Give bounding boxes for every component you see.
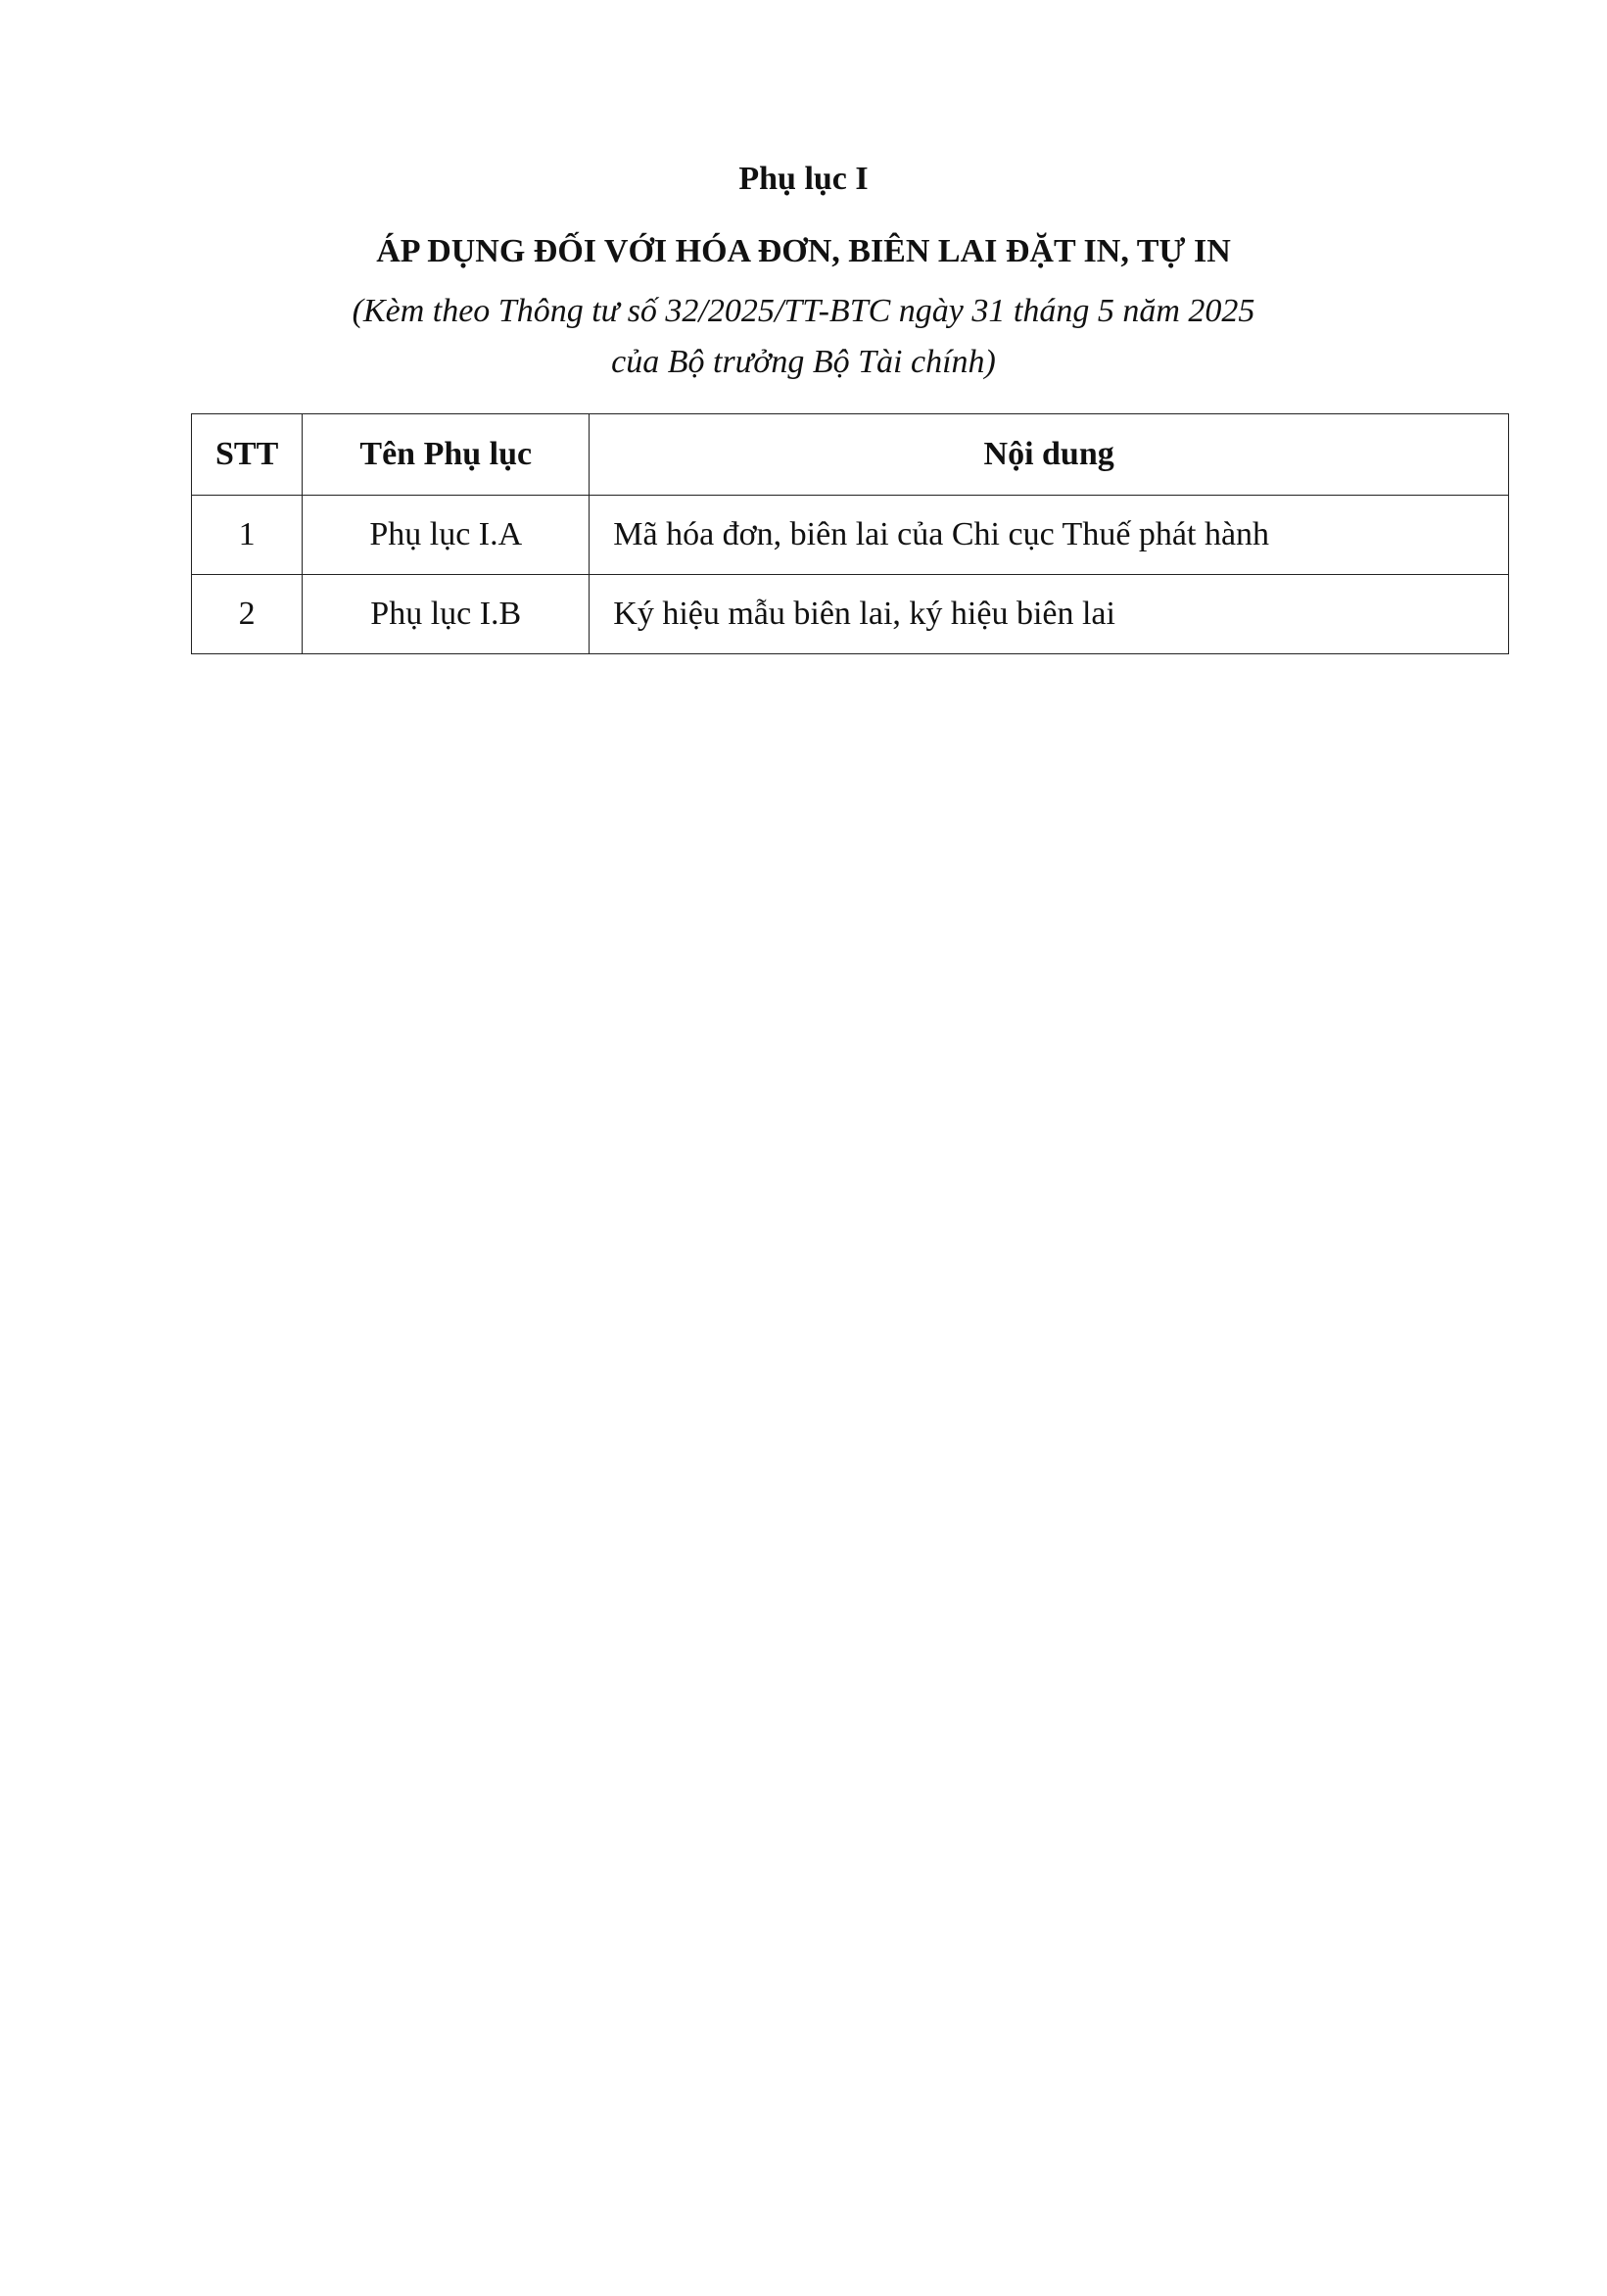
table-header-row <box>192 414 1509 496</box>
table-body <box>192 496 1509 654</box>
annex-table <box>191 413 1509 654</box>
column-header-content: Nội dung <box>590 414 1509 496</box>
table-row <box>192 496 1509 575</box>
annex-subtitle <box>0 286 1607 388</box>
annex-subtitle-line-1: (Kèm theo Thông tư số 32/2025/TT-BTC ngày 31 tháng 5 năm 2025 <box>352 293 1255 329</box>
heading-block <box>0 157 1607 388</box>
annex-label: Phụ lục I <box>738 161 869 197</box>
table-header <box>192 414 1509 496</box>
annex-title: ÁP DỤNG ĐỐI VỚI HÓA ĐƠN, BIÊN LAI ĐẶT IN, TỰ IN <box>376 233 1231 269</box>
cell-name: Phụ lục I.B <box>303 575 590 654</box>
cell-content: Mã hóa đơn, biên lai của Chi cục Thuế phát hành <box>590 496 1509 575</box>
column-header-name: Tên Phụ lục <box>303 414 590 496</box>
cell-stt: 1 <box>192 496 303 575</box>
cell-stt: 2 <box>192 575 303 654</box>
annex-subtitle-line-2: của Bộ trưởng Bộ Tài chính) <box>611 344 996 380</box>
column-header-stt: STT <box>192 414 303 496</box>
cell-content: Ký hiệu mẫu biên lai, ký hiệu biên lai <box>590 575 1509 654</box>
table-row <box>192 575 1509 654</box>
cell-name: Phụ lục I.A <box>303 496 590 575</box>
